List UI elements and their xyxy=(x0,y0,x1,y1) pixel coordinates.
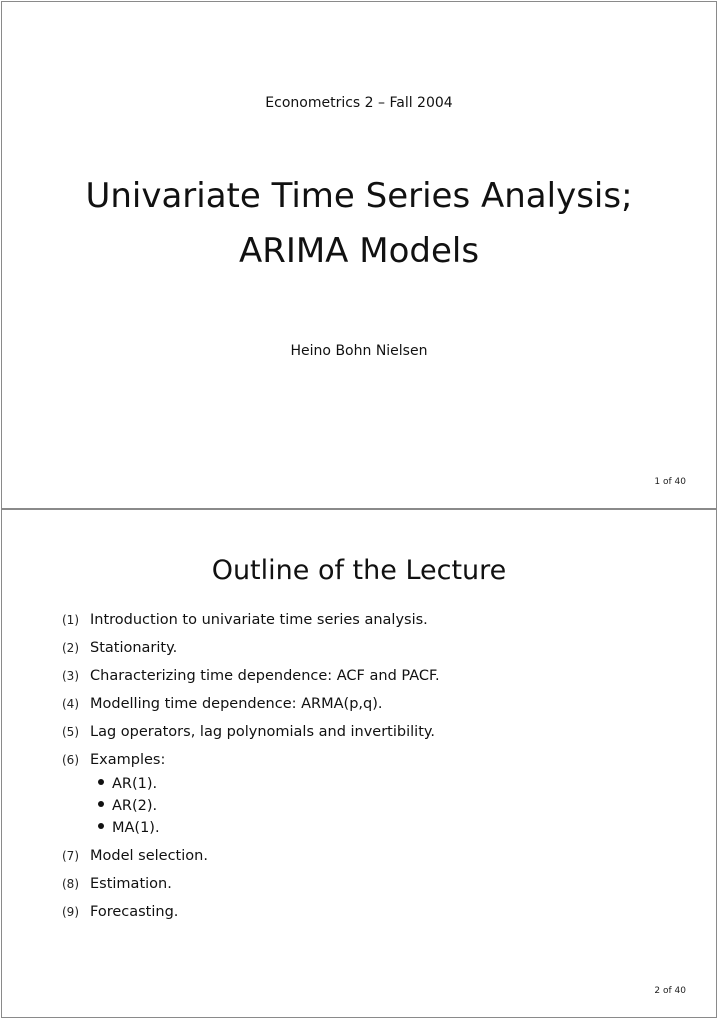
outline-item-number: (5) xyxy=(62,725,79,739)
outline-item-text: Modelling time dependence: ARMA(p,q). xyxy=(90,696,383,712)
outline-item xyxy=(62,694,440,722)
course-name: Econometrics 2 – Fall 2004 xyxy=(265,95,453,111)
outline-item xyxy=(62,874,440,902)
outline-title: Outline of the Lecture xyxy=(211,555,507,586)
outline-item-text: Forecasting. xyxy=(90,904,179,920)
outline-item xyxy=(62,846,440,874)
sub-item-text: AR(2). xyxy=(112,798,158,814)
bullet-icon xyxy=(98,801,104,807)
outline-item xyxy=(62,750,440,840)
outline-item xyxy=(62,722,440,750)
outline-item-text: Model selection. xyxy=(90,848,208,864)
outline-item-number: (1) xyxy=(62,613,79,627)
bullet-icon xyxy=(98,779,104,785)
slide-2 xyxy=(1,509,717,1018)
outline-item-text: Estimation. xyxy=(90,876,172,892)
lecture-title-line-1: Univariate Time Series Analysis; xyxy=(85,176,633,216)
lecture-title-line-2: ARIMA Models xyxy=(238,231,480,271)
bullet-icon xyxy=(98,823,104,829)
sub-item xyxy=(98,796,440,818)
outline-item-number: (9) xyxy=(62,905,79,919)
outline-item-text: Lag operators, lag polynomials and invertibility. xyxy=(90,724,435,740)
outline-item xyxy=(62,638,440,666)
outline-item-text: Examples: xyxy=(90,752,166,768)
sub-item xyxy=(98,818,440,840)
outline-item xyxy=(62,902,440,930)
outline-item xyxy=(62,610,440,638)
outline-item-text: Characterizing time dependence: ACF and PACF. xyxy=(90,668,440,684)
sub-item-text: MA(1). xyxy=(112,820,160,836)
outline-item-number: (4) xyxy=(62,697,79,711)
outline-item-number: (2) xyxy=(62,641,79,655)
outline-item-number: (8) xyxy=(62,877,79,891)
page-number: 1 of 40 xyxy=(654,477,686,487)
outline-item-text: Stationarity. xyxy=(90,640,178,656)
sub-item xyxy=(98,774,440,796)
outline-list xyxy=(62,610,440,930)
outline-item xyxy=(62,666,440,694)
outline-item-number: (6) xyxy=(62,753,79,767)
examples-sublist xyxy=(98,774,440,840)
outline-item-text: Introduction to univariate time series analysis. xyxy=(90,612,428,628)
slide-1 xyxy=(1,1,717,509)
page-number: 2 of 40 xyxy=(654,986,686,996)
outline-item-number: (3) xyxy=(62,669,79,683)
sub-item-text: AR(1). xyxy=(112,776,158,792)
author-name: Heino Bohn Nielsen xyxy=(290,343,428,359)
outline-item-number: (7) xyxy=(62,849,79,863)
